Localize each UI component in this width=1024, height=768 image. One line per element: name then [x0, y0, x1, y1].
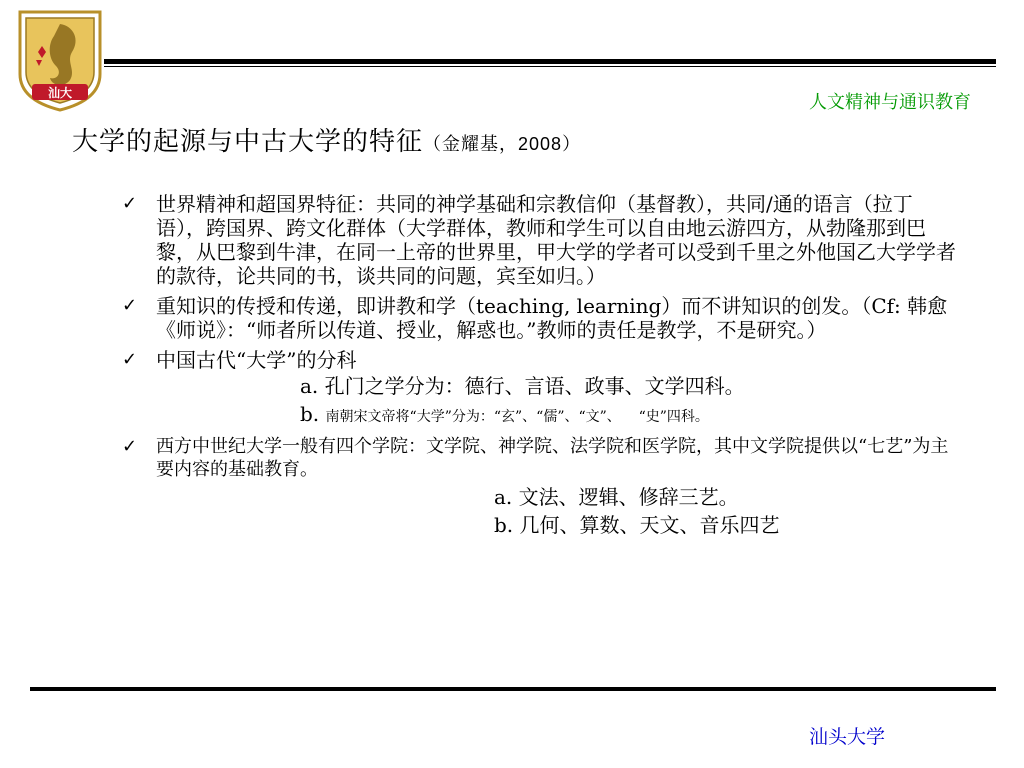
header-divider-thin: [104, 66, 996, 67]
shantou-university-seal-icon: [14, 8, 106, 112]
bullet-text: 中国古代“大学”的分科: [156, 348, 357, 372]
check-icon: ✓: [122, 295, 138, 316]
sub-item: [122, 400, 962, 431]
sub-item-text: 南朝宋文帝将“大学”分为：“玄”、“儒”、“文”、 “史”四科。: [325, 409, 709, 425]
check-icon: ✓: [122, 349, 138, 370]
header-divider: [104, 59, 996, 64]
sub-item: [122, 483, 962, 511]
sub-item-marker: a.: [300, 374, 319, 398]
sub-item-marker: b.: [300, 402, 320, 426]
university-name: 汕头大学: [809, 726, 886, 748]
svg-text:汕大: 汕大: [47, 86, 73, 100]
sub-item-text: 孔门之学分为：德行、言语、政事、文学四科。: [324, 374, 745, 398]
slide-title-main: 大学的起源与中古大学的特征: [72, 127, 424, 157]
bullet-item: [122, 435, 962, 481]
course-label: 人文精神与通识教育: [809, 92, 971, 113]
slide-content: [122, 192, 962, 539]
slide-title-citation: [423, 134, 581, 155]
citation-year: 2008: [518, 134, 563, 154]
university-logo: [14, 8, 106, 112]
bullet-text: 西方中世纪大学一般有四个学院：文学院、神学院、法学院和医学院，其中文学院提供以“七艺”为主要内容的基础教育。: [156, 436, 949, 480]
bullet-item: [122, 348, 962, 372]
check-icon: ✓: [122, 193, 138, 214]
citation-open: （金耀基，: [423, 134, 519, 155]
check-icon: ✓: [122, 436, 138, 457]
bullet-text: 重知识的传授和传递，即讲教和学（teaching, learning）而不讲知识的创发。（Cf: 韩愈《师说》：“师者所以传道、授业，解惑也。”教师的责任是教学，不是研究。）: [156, 294, 948, 342]
bullet-text: 世界精神和超国界特征：共同的神学基础和宗教信仰（基督教），共同/通的语言（拉丁语），跨国界、跨文化群体（大学群体，教师和学生可以自由地云游四方，从勃隆那到巴黎，从巴黎到牛津，在同一上帝的世界里，甲大学的学者可以受到千里之外他国乙大学学者的款待，论共同的书，谈共同的问题，宾至如归。）: [156, 192, 956, 288]
sub-item-marker: b.: [494, 513, 514, 537]
sub-item: [122, 511, 962, 539]
sub-item-marker: a.: [494, 485, 513, 509]
bullet-item: [122, 192, 962, 288]
sub-item-text: 文法、逻辑、修辞三艺。: [518, 485, 739, 509]
sub-item: [122, 372, 962, 400]
slide-title: [72, 121, 581, 158]
footer-divider: [30, 687, 996, 691]
sub-item-text: 几何、算数、天文、音乐四艺: [519, 513, 780, 537]
citation-close: ）: [562, 134, 582, 155]
bullet-item: [122, 294, 962, 342]
